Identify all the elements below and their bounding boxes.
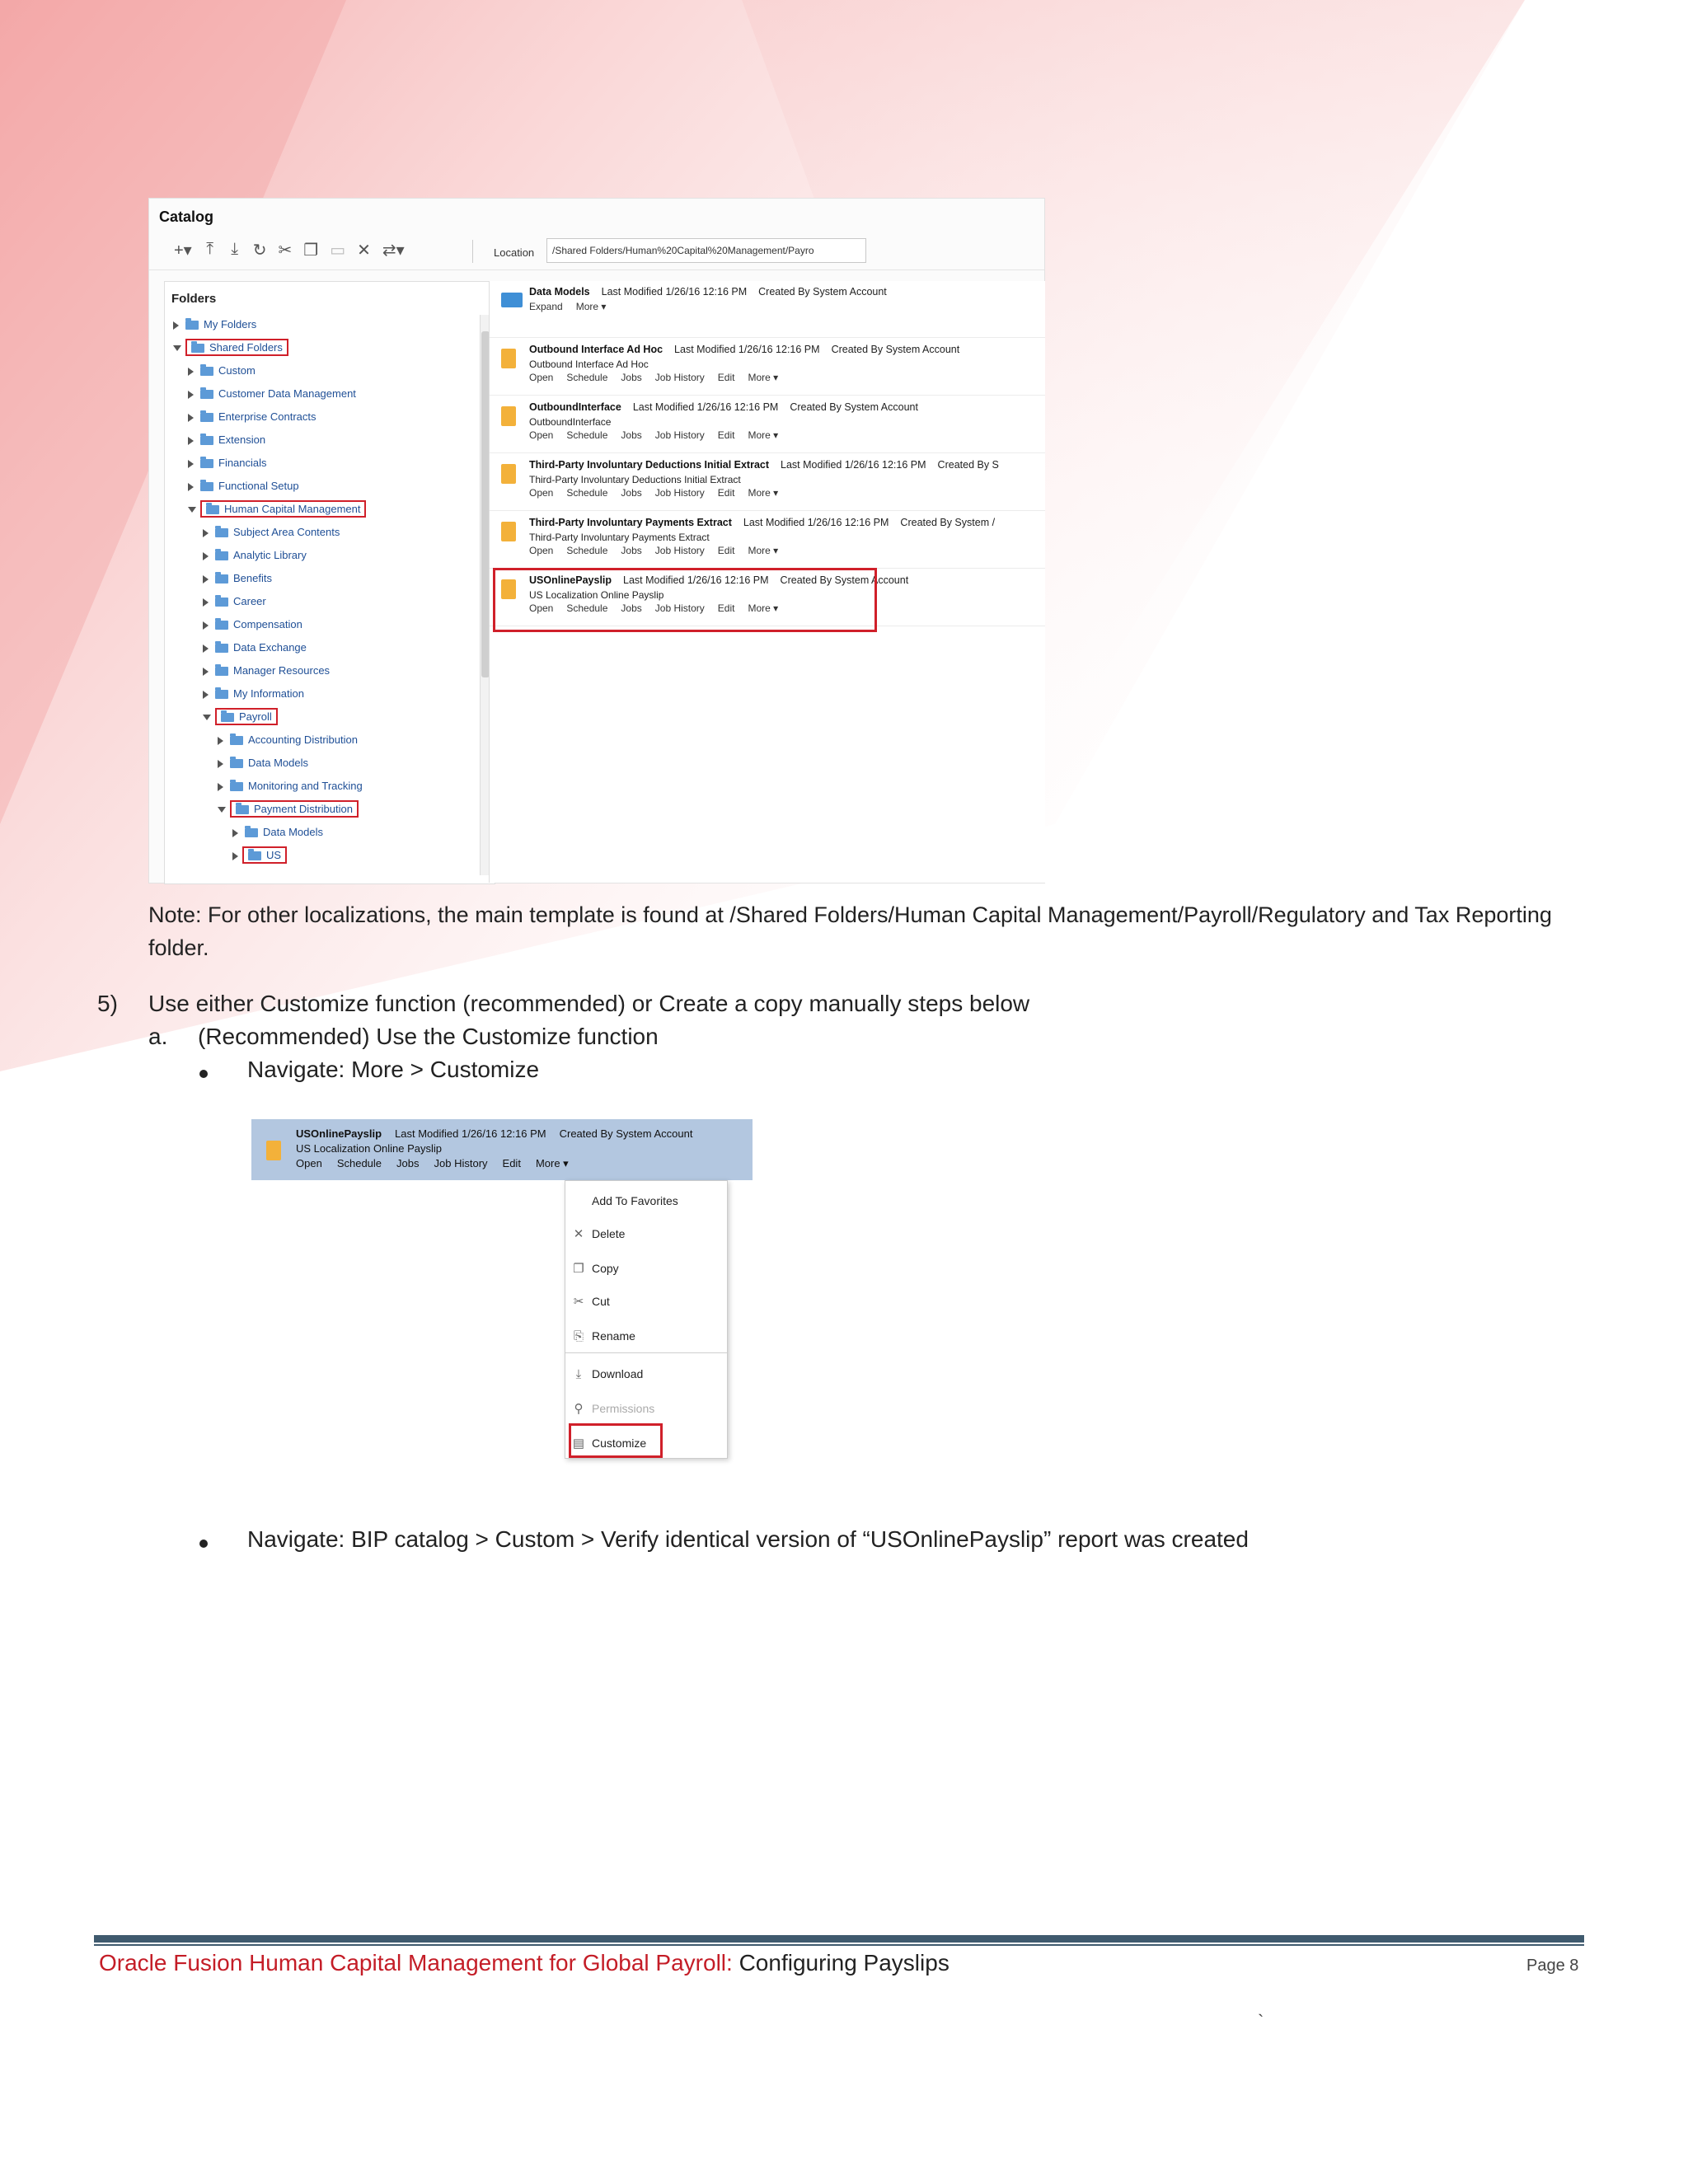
- item-action-link[interactable]: Jobs: [621, 487, 642, 499]
- folder-icon: [215, 644, 228, 653]
- item-description: OutboundInterface: [529, 416, 612, 428]
- folder-icon: [248, 851, 261, 860]
- tree-item[interactable]: [203, 638, 307, 658]
- tree-item-content: [200, 410, 316, 423]
- tree-item-content: [185, 318, 256, 330]
- item-created: Created By System Account: [780, 574, 909, 586]
- expand-triangle-icon[interactable]: [203, 552, 209, 560]
- item-name[interactable]: Data Models: [529, 286, 590, 298]
- menu-item-label: Rename: [592, 1329, 635, 1343]
- folder-icon: [215, 574, 228, 583]
- item-action-link[interactable]: Schedule: [566, 487, 608, 499]
- catalog-item: [490, 281, 1045, 338]
- report-created: Created By System Account: [559, 1127, 693, 1140]
- expand-triangle-icon[interactable]: [218, 737, 223, 745]
- item-action-link[interactable]: More ▾: [748, 602, 779, 614]
- tree-item-label: Enterprise Contracts: [218, 410, 316, 423]
- report-action-link[interactable]: Schedule: [336, 1157, 382, 1169]
- tree-item[interactable]: [188, 407, 316, 427]
- tree-item-label: My Folders: [204, 318, 257, 330]
- catalog-item: [490, 454, 1045, 511]
- item-action-link[interactable]: Edit: [717, 545, 735, 556]
- tree-item[interactable]: [203, 546, 307, 565]
- tree-item[interactable]: [188, 453, 267, 473]
- cut-icon: ✂: [573, 1295, 584, 1309]
- report-action-link[interactable]: Open: [296, 1157, 322, 1169]
- delete-icon[interactable]: ✕: [357, 241, 371, 260]
- catalog-toolbar: [149, 233, 1044, 270]
- report-action-link[interactable]: Jobs: [396, 1157, 420, 1169]
- tree-item-label: US: [266, 849, 282, 861]
- tree-item-label: Payment Distribution: [254, 803, 353, 815]
- tree-item[interactable]: [203, 615, 302, 635]
- item-action-link[interactable]: Open: [529, 487, 554, 499]
- collapse-triangle-icon[interactable]: [173, 345, 181, 351]
- report-actions: [296, 1157, 584, 1170]
- item-actions: [529, 372, 791, 383]
- copy-icon: ❐: [573, 1262, 584, 1276]
- bullet-icon: [199, 1540, 208, 1548]
- item-action-link[interactable]: Schedule: [566, 545, 608, 556]
- item-action-link[interactable]: More ▾: [748, 487, 779, 499]
- item-modified: Last Modified 1/26/16 12:16 PM: [632, 401, 779, 413]
- item-name[interactable]: Outbound Interface Ad Hoc: [529, 344, 663, 355]
- item-action-link[interactable]: More ▾: [748, 545, 779, 556]
- collapse-triangle-icon[interactable]: [188, 507, 196, 513]
- footer-rule-thin: [94, 1944, 1584, 1946]
- report-icon: [501, 406, 516, 426]
- report-icon: [501, 349, 516, 368]
- item-actions: [529, 301, 619, 312]
- menu-item-download[interactable]: [565, 1357, 727, 1390]
- item-created: Created By S: [937, 459, 999, 471]
- item-action-link[interactable]: Jobs: [621, 545, 642, 556]
- report-icon: [501, 464, 516, 484]
- item-created: Created By System /: [900, 517, 996, 528]
- expand-triangle-icon[interactable]: [188, 483, 194, 491]
- tree-item-label: Subject Area Contents: [233, 526, 340, 538]
- menu-item-label: Permissions: [592, 1402, 655, 1415]
- item-header: [529, 344, 959, 355]
- tree-item[interactable]: [203, 661, 330, 681]
- tree-item-label: Custom: [218, 364, 256, 377]
- item-action-link[interactable]: More ▾: [748, 372, 779, 383]
- folder-icon: [200, 413, 213, 422]
- folder-icon: [215, 690, 228, 699]
- catalog-item: [490, 396, 1045, 453]
- collapse-triangle-icon[interactable]: [203, 715, 211, 720]
- tree-item[interactable]: [188, 499, 363, 519]
- upload-icon[interactable]: ⤒: [206, 240, 214, 258]
- collapse-triangle-icon[interactable]: [218, 807, 226, 813]
- tree-item[interactable]: [218, 730, 358, 750]
- tree-item-label: Payroll: [239, 710, 272, 723]
- catalog-item: [490, 512, 1045, 569]
- item-description: Third-Party Involuntary Deductions Initial Extract: [529, 474, 741, 485]
- tree-item[interactable]: [232, 823, 323, 842]
- tree-item-content: [215, 618, 302, 630]
- add-icon[interactable]: +▾: [174, 241, 192, 260]
- folders-title: Folders: [171, 292, 217, 306]
- tree-item[interactable]: [188, 476, 299, 496]
- item-name[interactable]: Third-Party Involuntary Deductions Initial Extract: [529, 459, 770, 471]
- report-modified: Last Modified 1/26/16 12:16 PM: [395, 1127, 546, 1140]
- item-description: US Localization Online Payslip: [529, 589, 664, 601]
- item-action-link[interactable]: More ▾: [748, 429, 779, 441]
- tree-item-content: [215, 664, 330, 677]
- tree-item-content: [215, 687, 304, 700]
- folder-icon: [200, 367, 213, 376]
- tree-item-content: [215, 641, 307, 654]
- tree-item-content: [218, 710, 275, 723]
- item-action-link[interactable]: Edit: [717, 602, 735, 614]
- item-description: Outbound Interface Ad Hoc: [529, 359, 649, 370]
- delete-icon: ✕: [573, 1227, 584, 1241]
- tree-item-content: [200, 457, 267, 469]
- item-action-link[interactable]: Open: [529, 545, 554, 556]
- item-action-link[interactable]: Schedule: [566, 372, 608, 383]
- footer-title: [99, 1950, 950, 1976]
- tree-item-label: Customer Data Management: [218, 387, 356, 400]
- footer-title-topic: Configuring Payslips: [732, 1950, 950, 1975]
- menu-separator: [565, 1352, 727, 1353]
- step-text: Use either Customize function (recommended) or Create a copy manually steps below: [148, 991, 1030, 1016]
- tree-item-label: Career: [233, 595, 266, 607]
- tree-item-label: Extension: [218, 434, 266, 446]
- item-modified: Last Modified 1/26/16 12:16 PM: [781, 459, 926, 471]
- highlight-box: [493, 568, 877, 632]
- item-action-link[interactable]: Jobs: [621, 372, 642, 383]
- refresh-icon[interactable]: ↻: [252, 241, 267, 260]
- tree-item-label: Data Models: [263, 826, 323, 838]
- tree-item[interactable]: [232, 846, 284, 865]
- menu-item-delete[interactable]: [565, 1217, 727, 1250]
- report-icon: [501, 522, 516, 541]
- catalog-title: Catalog: [159, 209, 214, 225]
- folder-icon: [200, 459, 213, 468]
- tree-item-label: Benefits: [233, 572, 272, 584]
- bullet-verify-copy: Navigate: BIP catalog > Custom > Verify identical version of “USOnlinePayslip” report was created: [247, 1526, 1249, 1552]
- expand-triangle-icon[interactable]: [188, 391, 194, 399]
- expand-triangle-icon[interactable]: [188, 437, 194, 445]
- folder-icon: [230, 736, 243, 745]
- item-actions: [529, 487, 791, 499]
- tree-item-label: Analytic Library: [233, 549, 307, 561]
- download-icon[interactable]: ⤓: [231, 240, 239, 258]
- tree-item-label: Data Models: [248, 757, 308, 769]
- tree-item-content: [215, 526, 340, 538]
- item-action-link[interactable]: More ▾: [575, 301, 607, 312]
- tree-item-label: Financials: [218, 457, 267, 469]
- item-created: Created By System Account: [831, 344, 960, 355]
- menu-item-label: Cut: [592, 1295, 610, 1308]
- report-icon: [266, 1141, 281, 1160]
- item-action-link[interactable]: Job History: [654, 487, 705, 499]
- tree-item-content: [215, 595, 266, 607]
- item-action-link[interactable]: Schedule: [566, 429, 608, 441]
- substep-letter: a.: [148, 1024, 168, 1049]
- copy-icon[interactable]: ❐: [303, 241, 319, 260]
- item-action-link[interactable]: Job History: [654, 545, 705, 556]
- report-row-selected: [251, 1119, 753, 1180]
- highlight-box: [569, 1423, 663, 1458]
- expand-triangle-icon[interactable]: [188, 368, 194, 376]
- item-header: [529, 401, 918, 413]
- tree-item-label: Data Exchange: [233, 641, 307, 654]
- tree-item-label: Compensation: [233, 618, 302, 630]
- folder-icon: [191, 344, 204, 353]
- tree-item-content: [200, 364, 256, 377]
- tree-item-label: Accounting Distribution: [248, 733, 358, 746]
- tree-item-content: [230, 780, 363, 792]
- menu-item-add-to-favorites[interactable]: [565, 1184, 727, 1217]
- tree-item[interactable]: [218, 799, 356, 819]
- permissions-icon: ⚲: [574, 1402, 584, 1416]
- rename-icon: ⎘: [573, 1329, 584, 1343]
- report-action-link[interactable]: Job History: [434, 1157, 488, 1169]
- tree-item-label: Human Capital Management: [224, 503, 361, 515]
- tree-item[interactable]: [203, 684, 304, 704]
- tree-item[interactable]: [203, 592, 266, 612]
- item-action-link[interactable]: Open: [529, 372, 554, 383]
- download-icon: ⤓: [575, 1367, 582, 1381]
- item-created: Created By System Account: [790, 401, 918, 413]
- expand-triangle-icon[interactable]: [203, 668, 209, 676]
- expand-triangle-icon[interactable]: [188, 414, 194, 422]
- item-header: [529, 517, 995, 528]
- expand-triangle-icon[interactable]: [203, 575, 209, 583]
- tree-item-content: [232, 803, 356, 815]
- item-action-link[interactable]: Open: [529, 429, 554, 441]
- menu-item-label: Download: [592, 1367, 644, 1380]
- folders-pane: [164, 281, 495, 884]
- tree-item[interactable]: [188, 384, 356, 404]
- cut-icon[interactable]: ✂: [278, 241, 293, 260]
- item-action-link[interactable]: Edit: [717, 487, 735, 499]
- menu-item-label: Add To Favorites: [592, 1194, 678, 1207]
- folder-icon: [236, 805, 249, 814]
- footer-title-product: Oracle Fusion Human Capital Management for Global Payroll:: [99, 1950, 733, 1975]
- swap-icon[interactable]: ⇄▾: [382, 241, 405, 260]
- expand-triangle-icon[interactable]: [173, 321, 179, 330]
- item-modified: Last Modified 1/26/16 12:16 PM: [601, 286, 748, 298]
- bullet-more-customize: Navigate: More > Customize: [247, 1057, 540, 1082]
- expand-triangle-icon[interactable]: [218, 783, 223, 791]
- tree-item-content: [215, 572, 272, 584]
- expand-triangle-icon[interactable]: [188, 460, 194, 468]
- tree-item-label: Shared Folders: [209, 341, 283, 354]
- step-number: 5): [97, 991, 118, 1016]
- folder-icon: [215, 551, 228, 560]
- item-action-link[interactable]: Job History: [654, 372, 705, 383]
- note-text: Note: For other localizations, the main template is found at /Shared Folders/Human Capital Management/Payroll/Regulatory and Tax Reporting folder.: [148, 902, 1552, 960]
- tree-item-content: [200, 387, 356, 400]
- folder-icon: [200, 390, 213, 399]
- report-name[interactable]: USOnlinePayslip: [296, 1127, 382, 1140]
- tree-item-label: Manager Resources: [233, 664, 331, 677]
- catalog-items-pane: [489, 281, 1045, 883]
- substep-text: (Recommended) Use the Customize function: [198, 1024, 659, 1049]
- expand-triangle-icon[interactable]: [232, 829, 238, 837]
- location-label: Location: [494, 246, 535, 259]
- tree-item[interactable]: [218, 753, 308, 773]
- page-number: Page 8: [1526, 1957, 1579, 1975]
- customize-icon: ▤: [572, 1436, 585, 1451]
- item-action-link[interactable]: Job History: [654, 602, 705, 614]
- item-action-link[interactable]: Jobs: [621, 429, 642, 441]
- catalog-screenshot: [148, 198, 1045, 883]
- report-description: US Localization Online Payslip: [296, 1142, 443, 1155]
- tree-item[interactable]: [188, 430, 265, 450]
- item-modified: Last Modified 1/26/16 12:16 PM: [674, 344, 820, 355]
- toolbar-separator: [472, 240, 473, 263]
- item-modified: Last Modified 1/26/16 12:16 PM: [743, 517, 889, 528]
- folder-icon: [206, 505, 219, 514]
- tree-item-content: [188, 341, 286, 354]
- more-menu-screenshot: [251, 1119, 754, 1457]
- item-action-link[interactable]: Job History: [654, 429, 705, 441]
- tree-item[interactable]: [203, 569, 272, 588]
- tree-item-content: [245, 826, 323, 838]
- expand-triangle-icon[interactable]: [203, 621, 209, 630]
- tree-item-content: [200, 480, 299, 492]
- menu-item-rename[interactable]: [565, 1319, 727, 1352]
- footer-rule: [94, 1935, 1584, 1943]
- item-action-link[interactable]: Expand: [529, 301, 563, 312]
- item-description: Third-Party Involuntary Payments Extract: [529, 532, 710, 543]
- item-action-link[interactable]: Schedule: [566, 602, 608, 614]
- item-created: Created By System Account: [758, 286, 887, 298]
- expand-triangle-icon[interactable]: [203, 691, 209, 699]
- expand-triangle-icon[interactable]: [218, 760, 223, 768]
- tree-item-content: [215, 549, 307, 561]
- tree-item[interactable]: [188, 361, 256, 381]
- tree-item[interactable]: [218, 776, 363, 796]
- item-actions: [529, 545, 791, 556]
- item-name[interactable]: Third-Party Involuntary Payments Extract: [529, 517, 732, 528]
- item-modified: Last Modified 1/26/16 12:16 PM: [623, 574, 769, 586]
- item-action-link[interactable]: Edit: [717, 429, 735, 441]
- item-actions: [529, 429, 791, 441]
- folder-icon: [221, 713, 234, 722]
- item-header: [529, 286, 887, 298]
- item-name[interactable]: USOnlinePayslip: [529, 574, 612, 586]
- menu-item-label: Copy: [592, 1262, 619, 1275]
- folder-icon: [215, 528, 228, 537]
- location-field[interactable]: /Shared Folders/Human%20Capital%20Management/Payro: [546, 238, 866, 263]
- folder-icon: [200, 436, 213, 445]
- catalog-item: [490, 339, 1045, 396]
- folder-icon: [230, 759, 243, 768]
- folder-icon: [215, 667, 228, 676]
- folder-icon: [245, 828, 258, 837]
- tree-item[interactable]: [173, 315, 256, 335]
- stray-mark: `: [1258, 2011, 1264, 2032]
- tree-item-label: My Information: [233, 687, 304, 700]
- menu-item-copy[interactable]: [565, 1252, 727, 1285]
- menu-item-permissions: [565, 1392, 727, 1425]
- tree-item-content: [200, 434, 265, 446]
- more-dropdown-menu: [565, 1180, 728, 1459]
- report-action-link[interactable]: Edit: [502, 1157, 521, 1169]
- menu-item-cut[interactable]: [565, 1285, 727, 1318]
- tree-item-content: [230, 757, 308, 769]
- paste-icon[interactable]: ▭: [330, 241, 346, 260]
- folder-icon: [215, 621, 228, 630]
- menu-item-label: Delete: [592, 1227, 626, 1240]
- folder-icon: [200, 482, 213, 491]
- item-action-link[interactable]: Jobs: [621, 602, 642, 614]
- expand-triangle-icon[interactable]: [203, 644, 209, 653]
- tree-item-label: Functional Setup: [218, 480, 299, 492]
- tree-item[interactable]: [203, 523, 340, 542]
- item-action-link[interactable]: Edit: [717, 372, 735, 383]
- item-action-link[interactable]: Open: [529, 602, 554, 614]
- folder-icon: [215, 598, 228, 607]
- tree-item-content: [245, 849, 284, 861]
- menu-item-label: Customize: [592, 1436, 647, 1450]
- tree-item-content: [230, 733, 358, 746]
- item-header: [529, 459, 999, 471]
- item-name[interactable]: OutboundInterface: [529, 401, 621, 413]
- folder-icon: [185, 321, 199, 330]
- folder-icon: [501, 293, 523, 307]
- tree-item-label: Monitoring and Tracking: [248, 780, 363, 792]
- bullet-icon: [199, 1070, 208, 1078]
- expand-triangle-icon[interactable]: [203, 529, 209, 537]
- tree-item[interactable]: [173, 338, 286, 358]
- tree-item[interactable]: [203, 707, 275, 727]
- report-action-link[interactable]: More ▾: [535, 1157, 569, 1169]
- tree-item-content: [203, 503, 363, 515]
- expand-triangle-icon[interactable]: [203, 598, 209, 607]
- folder-icon: [230, 782, 243, 791]
- expand-triangle-icon[interactable]: [232, 852, 238, 860]
